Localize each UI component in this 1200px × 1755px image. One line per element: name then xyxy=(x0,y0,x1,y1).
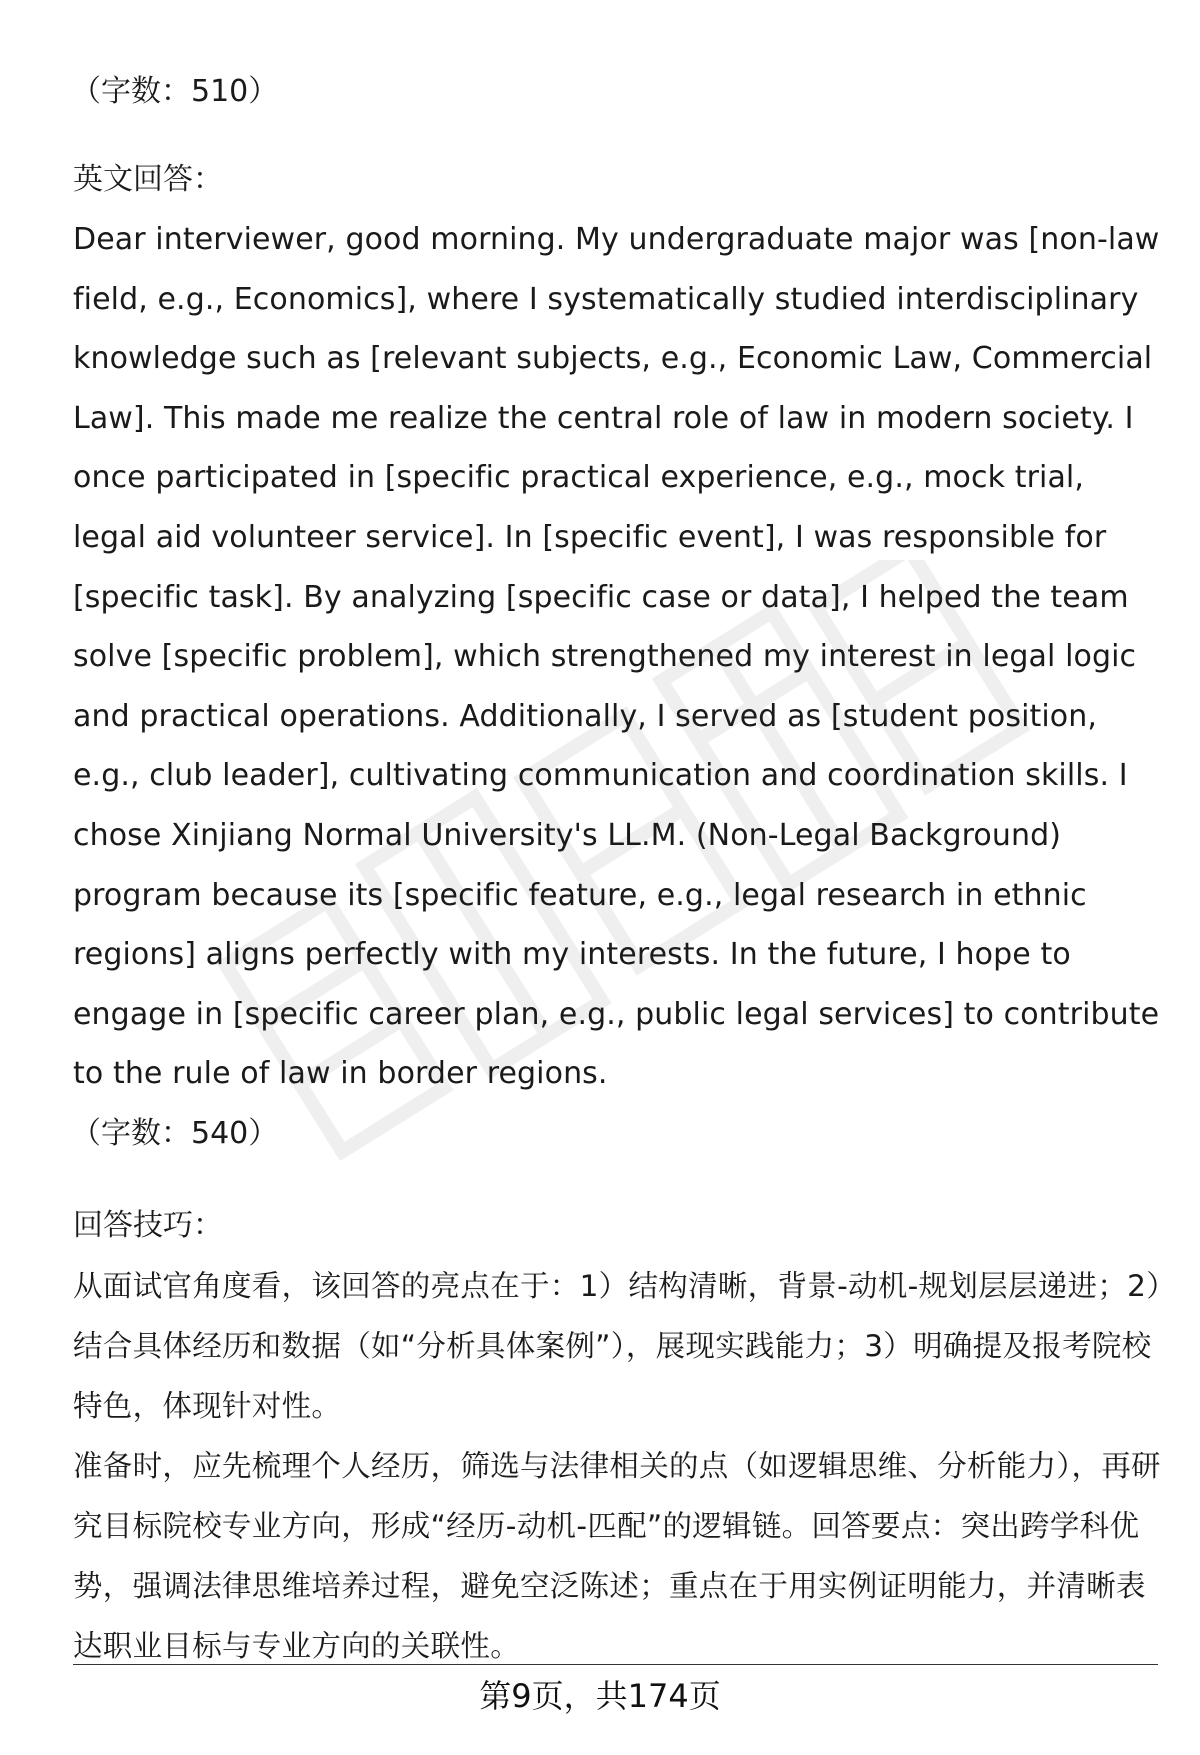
second-word-count: （字数：540） xyxy=(71,1115,279,1151)
tips-label: 回答技巧： xyxy=(73,1207,223,1243)
page-number: 第9页，共174页 xyxy=(479,1677,721,1715)
tips-paragraph-1: 从面试官角度看，该回答的亮点在于：1）结构清晰，背景-动机-规划层层递进；2）结合具体经历和数据（如“分析具体案例”），展现实践能力；3）明确提及报考院校特色，体现针对性。 xyxy=(73,1268,1162,1423)
footer-divider xyxy=(73,1664,1158,1665)
content-area xyxy=(73,62,1163,1676)
first-word-count: （字数：510） xyxy=(71,74,279,109)
tips-paragraph-2: 准备时，应先梳理个人经历，筛选与法律相关的点（如逻辑思维、分析能力），再研究目标院校专业方向，形成“经历-动机-匹配”的逻辑链。回答要点：突出跨学科优势，强调法律思维培养过程，避免空泛陈述；重点在于用实例证明能力，并清晰表达职业目标与专业方向的关联性。 xyxy=(73,1448,1161,1663)
english-answer-body: Dear interviewer, good morning. My undergraduate major was [non-law field, e.g., Economics], where I systematically studied interdisciplinary knowledge such as [relevant subjects, e.g., Economic Law, Commercial Law]. This made me realize the central role of law in modern society. I once participated in [specific practical experience, e.g., mock trial, legal aid volunteer service]. In [specific event], I was responsible for [specific task]. By analyzing [specific case or data], I helped the team solve [specific problem], which strengthened my interest in legal logic and practical operations. Additionally, I served as [student position, e.g., club leader], cultivating communication and coordination skills. I chose Xinjiang Normal University's LL.M. (Non-Legal Background) program because its [specific feature, e.g., legal research in ethnic regions] aligns perfectly with my interests. In the future, I hope to engage in [specific career plan, e.g., public legal services] to contribute to the rule of law in border regions. xyxy=(73,222,1160,1092)
english-answer-label: 英文回答： xyxy=(73,162,223,197)
